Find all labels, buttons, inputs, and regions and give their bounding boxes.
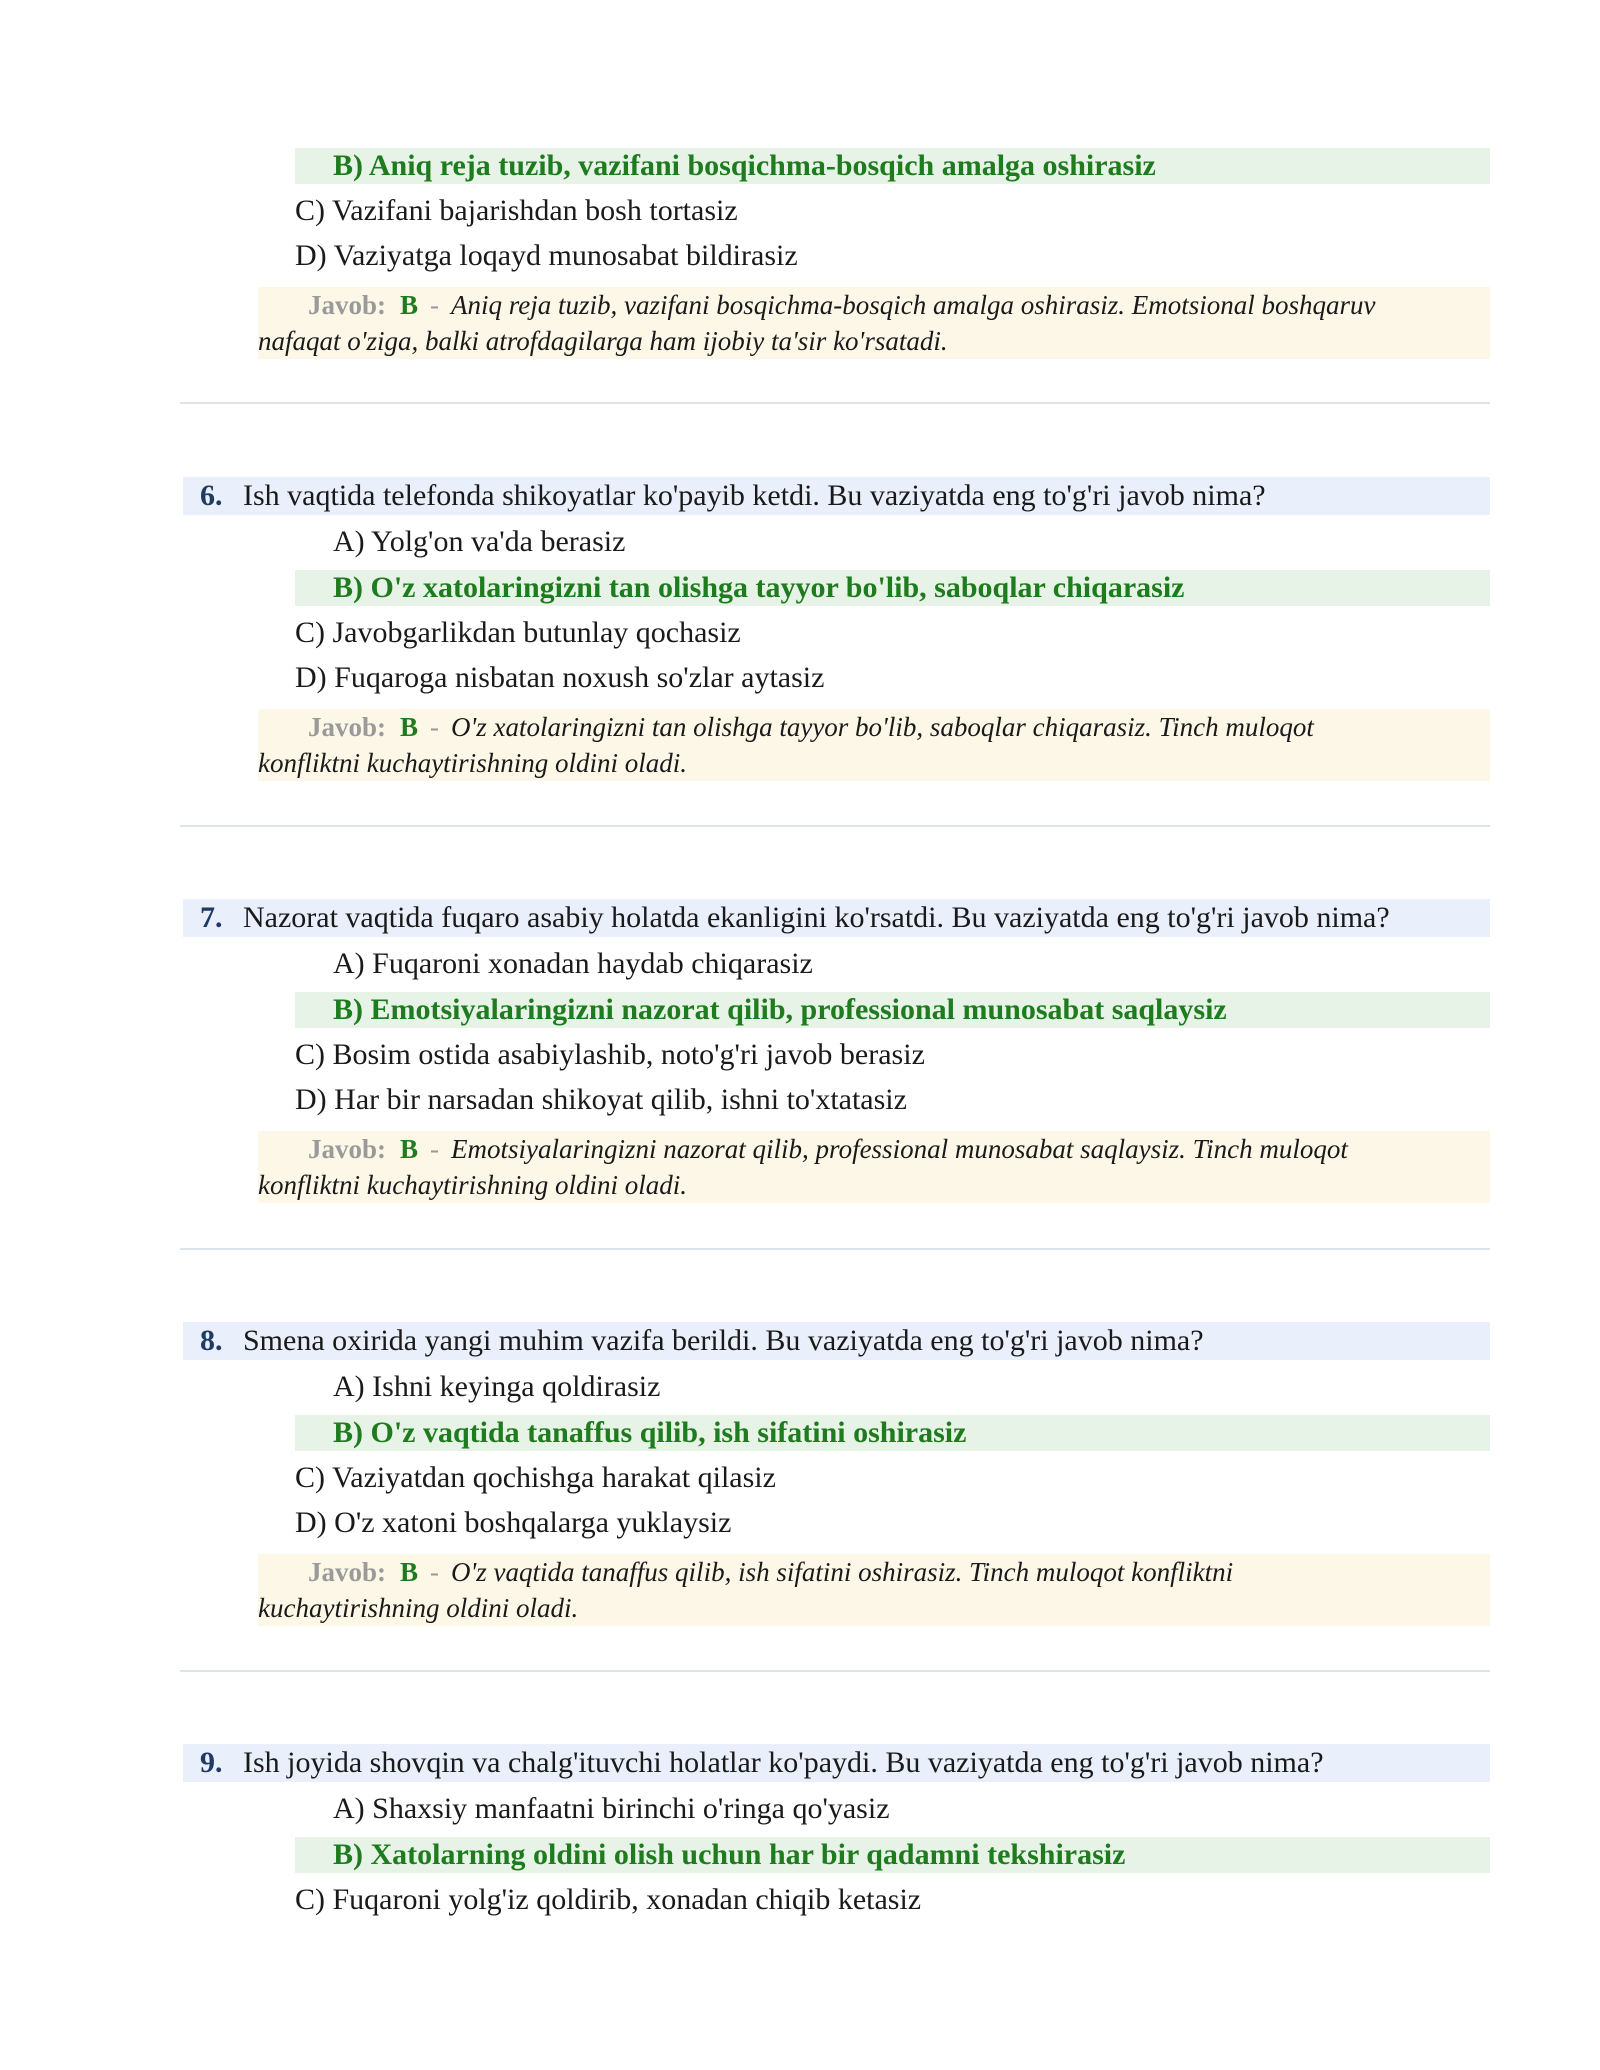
answer-line-2: konfliktni kuchaytirishning oldini oladi. [258,748,687,778]
option-text: B) Emotsiyalaringizni nazorat qilib, professional munosabat saqlaysiz [333,993,1227,1026]
question-text: Ish vaqtida telefonda shikoyatlar ko'payib ketdi. Bu vaziyatda eng to'g'ri javob nima? [243,479,1266,512]
question-number: 6. [200,479,223,512]
correct-option-b [295,1415,1490,1451]
question-text: Nazorat vaqtida fuqaro asabiy holatda ekanligini ko'rsatdi. Bu vaziyatda eng to'g'ri javob nima? [243,901,1390,934]
correct-option-b [295,148,1490,184]
option-c: C) Vazifani bajarishdan bosh tortasiz [295,194,738,227]
question-number: 9. [200,1746,223,1779]
answer-letter: B [400,1134,419,1164]
answer-box [258,1131,1490,1203]
option-d: D) O'z xatoni boshqalarga yuklaysiz [295,1506,732,1539]
option-d: D) Fuqaroga nisbatan noxush so'zlar aytasiz [295,661,825,694]
answer-dash: - [430,1134,440,1164]
divider [180,825,1490,827]
option-c: C) Fuqaroni yolg'iz qoldirib, xonadan chiqib ketasiz [295,1883,922,1916]
answer-dash: - [430,290,440,320]
option-a: A) Ishni keyinga qoldirasiz [333,1370,661,1403]
answer-label: Javob: [308,712,387,742]
answer-letter: B [400,290,419,320]
question-row [183,899,1490,937]
option-d: D) Har bir narsadan shikoyat qilib, ishni to'xtatasiz [295,1083,907,1116]
answer-line-1 [308,287,1376,323]
option-c: C) Javobgarlikdan butunlay qochasiz [295,616,741,649]
answer-line-2: kuchaytirishning oldini oladi. [258,1593,579,1623]
answer-box [258,709,1490,781]
answer-text: O'z xatolaringizni tan olishga tayyor bo'lib, saboqlar chiqarasiz. Tinch muloqot [451,712,1314,742]
answer-line-1 [308,1131,1348,1167]
option-text: B) O'z vaqtida tanaffus qilib, ish sifatini oshirasiz [333,1416,967,1449]
answer-text: O'z vaqtida tanaffus qilib, ish sifatini oshirasiz. Tinch muloqot konfliktni [451,1557,1234,1587]
answer-text: Aniq reja tuzib, vazifani bosqichma-bosqich amalga oshirasiz. Emotsional boshqaruv [451,290,1376,320]
option-text: B) O'z xatolaringizni tan olishga tayyor bo'lib, saboqlar chiqarasiz [333,571,1185,604]
answer-line-2: konfliktni kuchaytirishning oldini oladi. [258,1170,687,1200]
answer-letter: B [400,1557,419,1587]
question-text: Ish joyida shovqin va chalg'ituvchi holatlar ko'paydi. Bu vaziyatda eng to'g'ri javob nima? [243,1746,1324,1779]
correct-option-b [295,992,1490,1028]
option-c: C) Vaziyatdan qochishga harakat qilasiz [295,1461,776,1494]
divider [180,1248,1490,1250]
question-row [183,1744,1490,1782]
correct-option-b [295,1837,1490,1873]
answer-dash: - [430,712,440,742]
question-number: 8. [200,1324,223,1357]
divider [180,402,1490,404]
answer-label: Javob: [308,1557,387,1587]
answer-text: Emotsiyalaringizni nazorat qilib, professional munosabat saqlaysiz. Tinch muloqot [451,1134,1348,1164]
answer-line-2: nafaqat o'ziga, balki atrofdagilarga ham ijobiy ta'sir ko'rsatadi. [258,326,948,356]
answer-box [258,1554,1490,1626]
option-text: B) Xatolarning oldini olish uchun har bir qadamni tekshirasiz [333,1838,1126,1871]
option-a: A) Yolg'on va'da berasiz [333,525,626,558]
divider [180,1670,1490,1672]
option-c: C) Bosim ostida asabiylashib, noto'g'ri javob berasiz [295,1038,925,1071]
answer-line-1 [308,709,1314,745]
answer-label: Javob: [308,290,387,320]
question-row [183,1322,1490,1360]
answer-label: Javob: [308,1134,387,1164]
answer-box [258,287,1490,359]
answer-line-1 [308,1554,1233,1590]
question-row [183,477,1490,515]
question-text: Smena oxirida yangi muhim vazifa berildi. Bu vaziyatda eng to'g'ri javob nima? [243,1324,1204,1357]
answer-dash: - [430,1557,440,1587]
question-number: 7. [200,901,223,934]
option-d: D) Vaziyatga loqayd munosabat bildirasiz [295,239,798,272]
option-a: A) Fuqaroni xonadan haydab chiqarasiz [333,947,813,980]
option-a: A) Shaxsiy manfaatni birinchi o'ringa qo'yasiz [333,1792,890,1825]
correct-option-b [295,570,1490,606]
option-text: B) Aniq reja tuzib, vazifani bosqichma-bosqich amalga oshirasiz [333,149,1156,182]
answer-letter: B [400,712,419,742]
